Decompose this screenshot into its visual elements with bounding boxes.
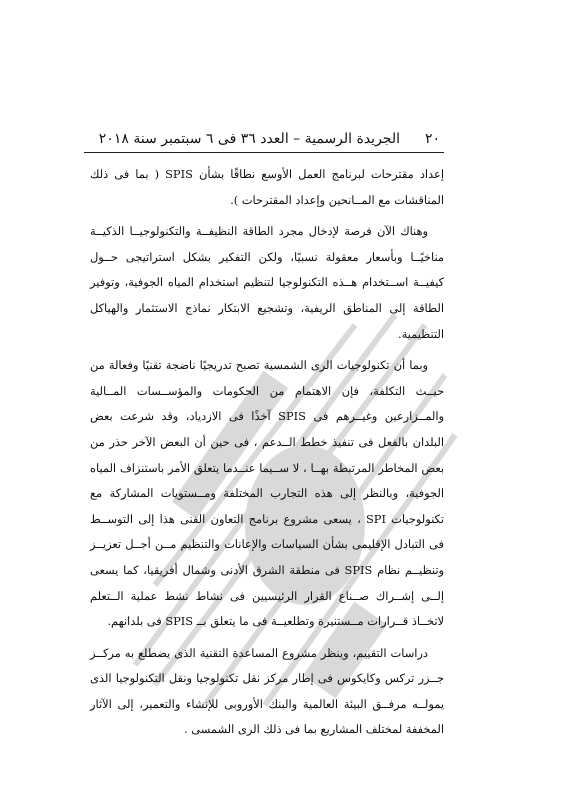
gazette-title: الجريدة الرسمية – العدد ٣٦ فى ٦ سبتمبر سنة ٢٠١٨ [98,131,400,147]
paragraph-1: إعداد مقترحات لبرنامج العمل الأوسع نطاقًا بشأن SPIS ( بما فى ذلك المناقشات مع المــانحين وإعداد المقترحات ). [90,167,444,207]
document-body [90,162,444,742]
page-number: ٢٠ [424,131,440,147]
page-header [84,127,444,151]
paragraph-4: دراسات التقييم، وينظر مشروع المساعدة التقنية الذى يضطلع به مركــز جــزر تركس وكايكوس فى إطار مركز نقل تكنولوجيا ونقل التكنولوجيا الذى يمولــه مرفــق البيئة العالمية والبنك الأوروبى للإنشاء والتعمير، إلى الآثار المخففة لمختلف المشاريع بما فى ذلك الرى الشمسى . [90,645,444,737]
header-divider [84,152,444,153]
paragraph-2: وهناك الآن فرصة لإدخال مجرد الطاقة النظيفــة والتكنولوجيــا الذكيــة مناخيًــا وبأسعار معقولة نسبيًا، ولكن التفكير بشكل استراتيجى حــول كيفيــة اســتخدام هــذه التكنولوجيا لتنظيم استخدام المياه الجوفية، وتوفير الطاقة إلى المناطق الريفية، وتشجيع الابتكار نماذج الاستثمار والهياكل التنظيمية. [90,224,444,341]
paragraph-3: وبما أن تكنولوجيات الرى الشمسية تصبح تدريجيًا ناضجة تقنيًا وفعالة من حيــث التكلفة، فإن الاهتمام من الحكومات والمؤســسات المــالية والمــزارعين وغيــرهم فى SPIS آخذًا فى الازدياد، وقد شرعت بعض البلدان بالفعل فى تنفيذ خطط الــدعم ، فى حين أن البعض الآخر حذر من بعض المخاطر المرتبطة بهــا ، لا ســيما عنــدما يتعلق الأمر باستنزاف المياه الجوفية، وبالنظر إلى هذه التجارب المختلفة ومــستويات المشاركة مع تكنولوجيات SPI ، يسعى مشروع برنامج التعاون الفنى هذا إلى التوســط فى التبادل الإقليمى بشأن السياسات والإعانات والتنظيم مــن أجــل تعزيــز وتنظيــم نظام SPIS فى منطقة الشرق الأدنى وشمال أفريقيا، كما يسعى إلــى إشــراك صــناع القرار الرئيسيين فى نشاط نشط عملية الــتعلم لاتخــاذ قــرارات مــستنيرة وتطلعيــة فى ما يتعلق بــ SPIS فى بلدانهم. [90,358,444,629]
